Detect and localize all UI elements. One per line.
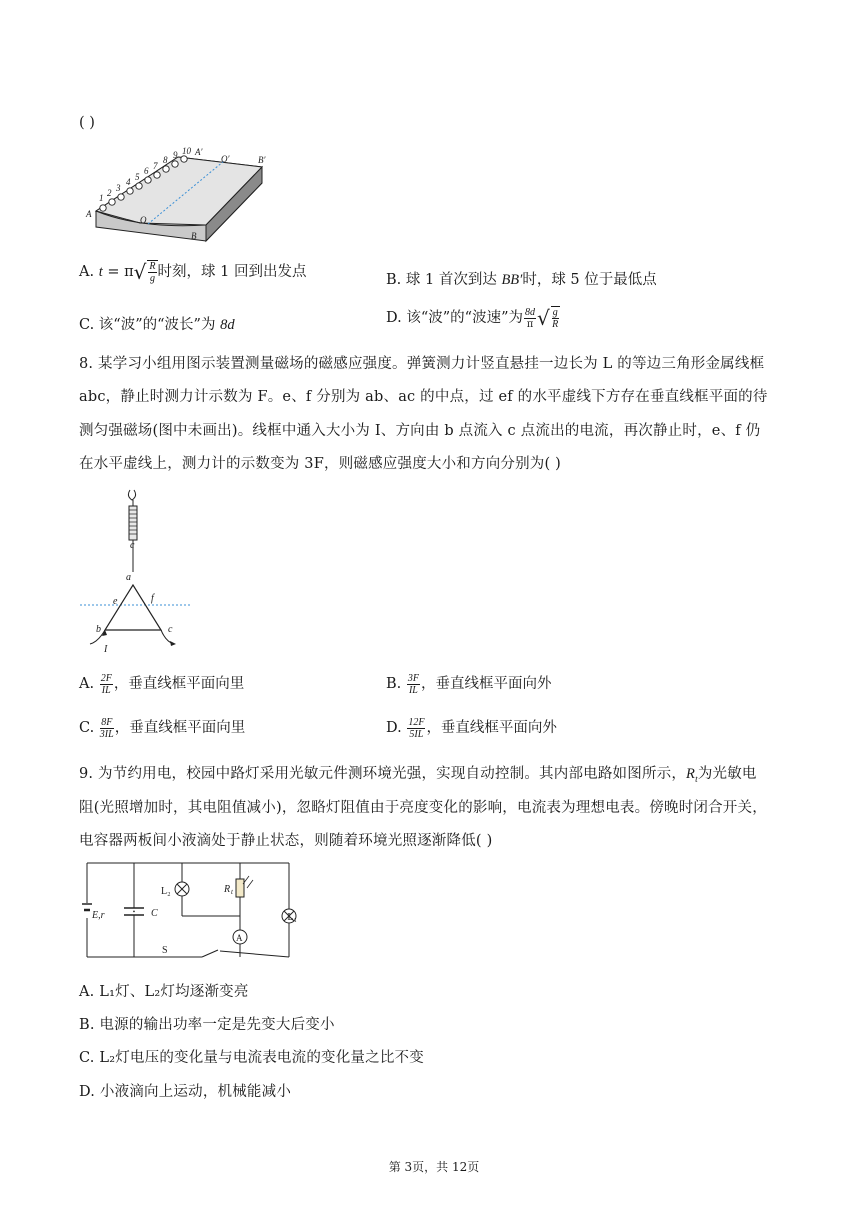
q8-triangle-frame — [105, 585, 161, 630]
q9-circuit-figure — [82, 858, 297, 963]
q7-label-O: O — [140, 215, 147, 225]
q8-stem-line-2: abc，静止时测力计示数为 F。e、f 分别为 ab、ac 的中点，过 ef 的水平虚线下方存在垂直线框平面的待 — [79, 389, 768, 405]
q8-label-f: f — [151, 593, 154, 604]
q7-label-A: A — [86, 209, 92, 219]
q8-label-c-top: c — [130, 540, 135, 551]
q8-spring-scale — [129, 506, 137, 540]
q7-option-a: A. t = π√ $\frac{R}{g}$ 时刻，球 1 回到出发点 — [79, 260, 307, 284]
q8-stem-line-3: 测匀强磁场(图中未画出)。线框中通入大小为 I、方向由 b 点流入 c 点流出的电流，再次静止时，e、f 仍 — [79, 423, 761, 439]
q8-option-a: A. $\frac{2F}{IL}$ ，垂直线框平面向里 — [79, 672, 245, 696]
q7-ball-3: 3 — [116, 183, 121, 193]
q9-option-b: B. 电源的输出功率一定是先变大后变小 — [79, 1017, 335, 1033]
q7-ball-4: 4 — [126, 177, 131, 187]
q7-option-d: D. 该“波”的“波速”为 $\frac{8d}{\pi}$ √ $\frac{g}{R}$ — [386, 306, 559, 330]
q7-figure — [78, 145, 278, 245]
q8-label-c: c — [168, 624, 173, 635]
q9-stem-line-1: 9. 为节约用电，校园中路灯采用光敏元件测环境光强，实现自动控制。其内部电路如图所示，$R_t$为光敏电 — [79, 766, 757, 784]
q7-ball-10: 10 — [182, 146, 191, 156]
q8-option-c: C. $\frac{8F}{3IL}$ ，垂直线框平面向里 — [79, 716, 246, 740]
q7-label-B-prime: B′ — [258, 155, 266, 165]
q7-answer-paren: ( ) — [79, 115, 95, 131]
q8-label-I: I — [104, 644, 108, 655]
q8-figure — [78, 484, 198, 656]
q9-stem-line-2: 阻(光照增加时，其电阻值减小)，忽略灯阻值由于亮度变化的影响，电流表为理想电表。傍晚时闭合开关， — [79, 800, 767, 816]
q9-label-S: S — [162, 945, 168, 956]
q8-label-b: b — [96, 624, 101, 635]
svg-text:•: • — [132, 908, 136, 916]
q7-option-c: C. 该“波”的“波长”为 8d — [79, 317, 235, 333]
q7-ball-7: 7 — [153, 161, 158, 171]
q9-option-a: A. L₁灯、L₂灯均逐渐变亮 — [79, 984, 249, 1000]
q8-stem-line-1: 8. 某学习小组用图示装置测量磁场的磁感应强度。弹簧测力计竖直悬挂一边长为 L 的等边三角形金属线框 — [79, 356, 765, 372]
q8-option-b: B. $\frac{3F}{IL}$ ，垂直线框平面向外 — [386, 672, 552, 696]
q7-ball-5: 5 — [135, 172, 140, 182]
q7-label-A-prime: A′ — [195, 147, 203, 157]
q9-switch — [202, 950, 218, 957]
q9-photoresistor — [236, 879, 244, 897]
q9-label-L1: L₁ — [287, 912, 297, 923]
q9-label-Rt: R — [224, 884, 231, 895]
q9-option-d: D. 小液滴向上运动，机械能减小 — [79, 1084, 292, 1100]
q9-option-c: C. L₂灯电压的变化量与电流表电流的变化量之比不变 — [79, 1050, 424, 1066]
q9-stem-line-3: 电容器两板间小液滴处于静止状态，则随着环境光照逐渐降低( ) — [79, 833, 493, 849]
q8-option-d: D. $\frac{12F}{5IL}$ ，垂直线框平面向外 — [386, 716, 557, 740]
q9-ammeter-label: A — [236, 933, 243, 943]
q8-label-e: e — [113, 596, 118, 607]
q9-label-C: C — [151, 908, 158, 919]
q7-ball-1: 1 — [99, 193, 104, 203]
page-footer: 第 3页，共 12页 — [388, 1160, 480, 1174]
q7-label-O-prime: O′ — [221, 154, 230, 164]
q7-ball-9: 9 — [173, 150, 178, 160]
q7-option-b: B. 球 1 首次到达 BB′时，球 5 位于最低点 — [386, 272, 657, 288]
q8-label-a: a — [126, 572, 131, 583]
q9-label-L2: L₂ — [161, 886, 171, 897]
q9-lamp-l2 — [175, 882, 189, 896]
q7-label-B: B — [191, 231, 197, 241]
q7-ball-2: 2 — [107, 188, 112, 198]
q7-ball-8: 8 — [163, 155, 168, 165]
q9-label-Er: E,r — [92, 910, 105, 921]
q7-ball-6: 6 — [144, 166, 149, 176]
q9-label-Rt-sub: t — [231, 888, 233, 896]
q8-stem-line-4: 在水平虚线上，测力计的示数变为 3F，则磁感应强度大小和方向分别为( ) — [79, 456, 562, 472]
